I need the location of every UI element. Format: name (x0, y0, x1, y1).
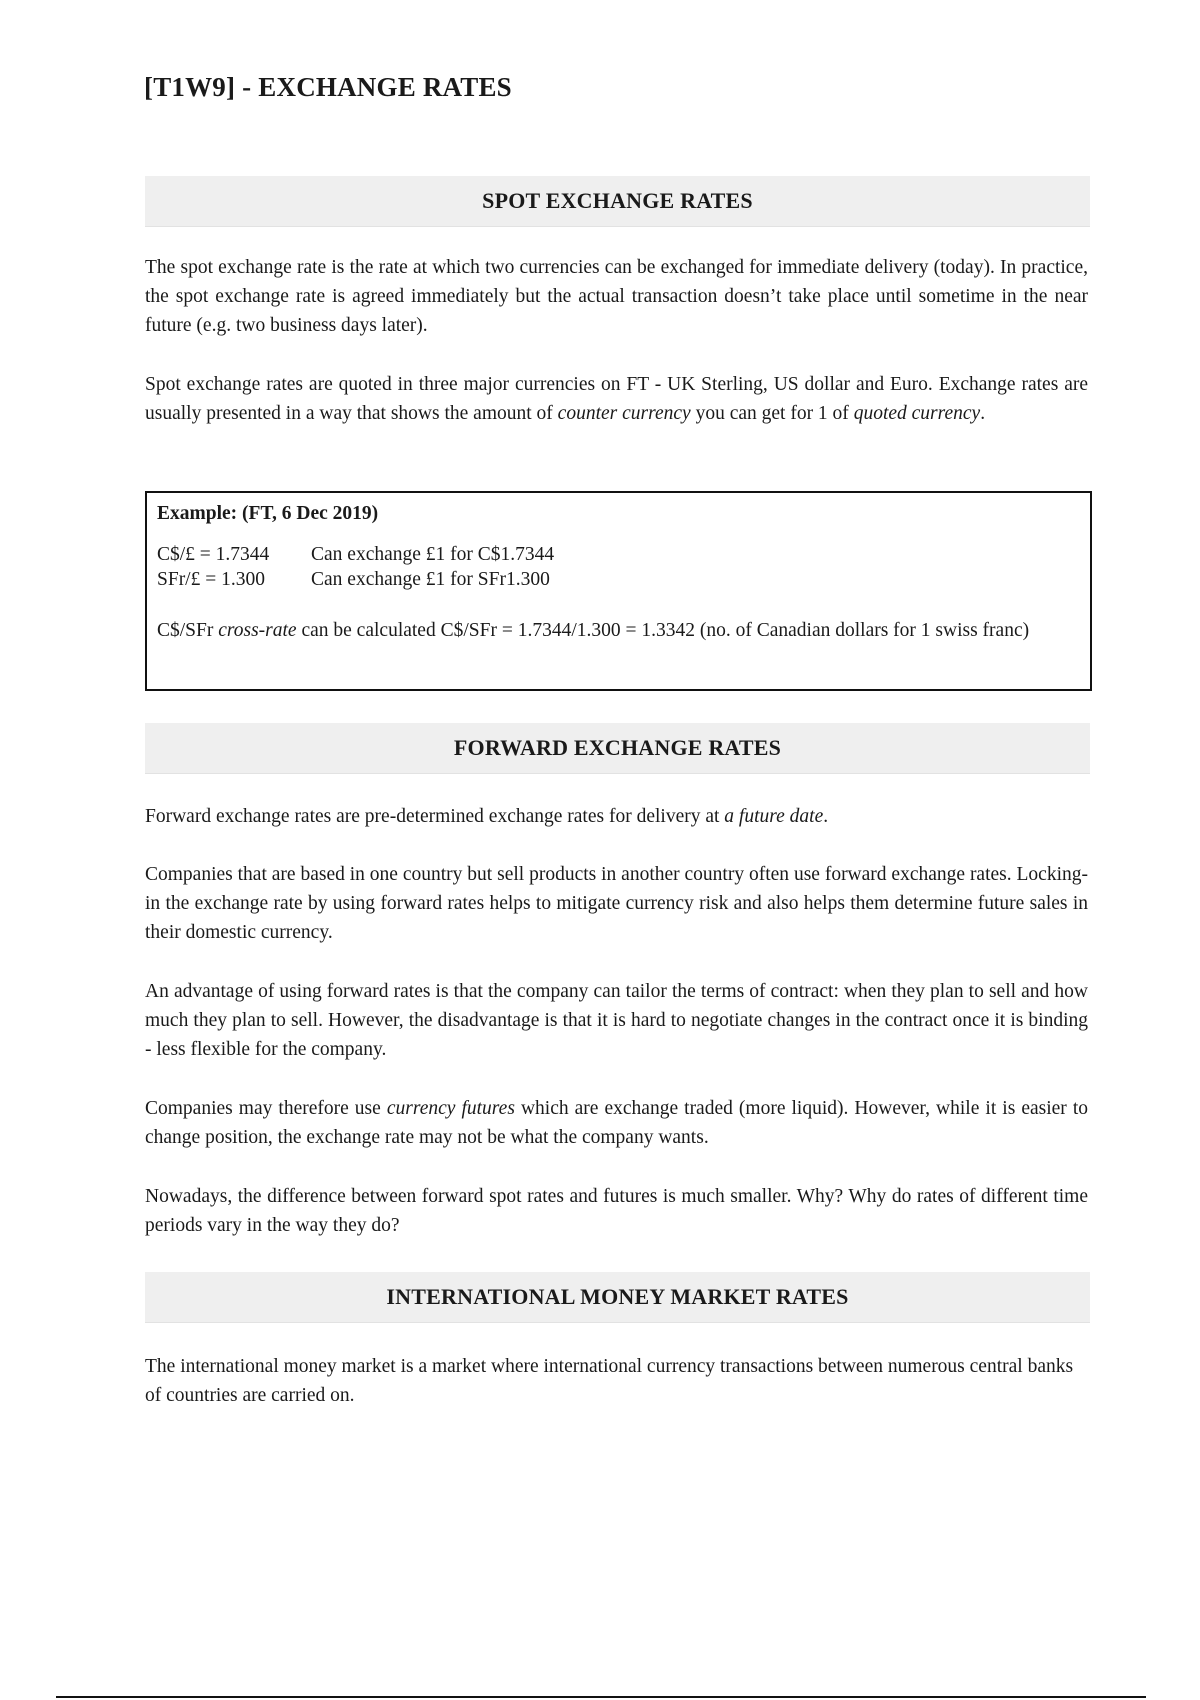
forward-paragraph-question: Nowadays, the difference between forward spot rates and futures is much smaller. Why? Why do rates of different time periods vary in the way they do? (145, 1186, 1088, 1236)
page-title: [T1W9] - EXCHANGE RATES (144, 72, 512, 102)
example-cross-rate: C$/SFr cross-rate can be calculated C$/SFr = 1.7344/1.300 = 1.3342 (no. of Canadian dollars for 1 swiss franc) (157, 620, 1030, 641)
example-rate-row (157, 542, 1080, 567)
section-heading-money-market: INTERNATIONAL MONEY MARKET RATES (145, 1272, 1090, 1323)
footer-rule (56, 1696, 1146, 1698)
example-rate-row (157, 567, 1080, 592)
section-heading-spot: SPOT EXCHANGE RATES (145, 176, 1090, 227)
term-cross-rate: cross-rate (218, 620, 297, 641)
spot-paragraph-quotation: Spot exchange rates are quoted in three major currencies on FT - UK Sterling, US dollar and Euro. Exchange rates are usually presented in a way that shows the amount of counter currency you can get for 1 of quoted currency. (145, 374, 1088, 424)
example-box (145, 491, 1092, 691)
term-future-date: a future date (724, 806, 824, 827)
money-market-paragraph: The international money market is a market where international currency transactions between numerous central banks of countries are carried on. (145, 1356, 1074, 1406)
term-currency-futures: currency futures (386, 1098, 515, 1119)
section-heading-forward: FORWARD EXCHANGE RATES (145, 723, 1090, 774)
example-title: Example: (FT, 6 Dec 2019) (157, 503, 379, 524)
term-quoted-currency: quoted currency (853, 403, 981, 424)
forward-paragraph-advantage: An advantage of using forward rates is that the company can tailor the terms of contract: when they plan to sell and how much they plan to sell. However, the disadvantage is that it is hard to negotiate changes in the contract once it is binding - less flexible for the company. (145, 981, 1088, 1060)
rate-meaning: Can exchange £1 for SFr1.300 (311, 569, 550, 590)
forward-paragraph-definition: Forward exchange rates are pre-determined exchange rates for delivery at a future date. (145, 806, 829, 827)
spot-paragraph-definition: The spot exchange rate is the rate at which two currencies can be exchanged for immediate delivery (today). In practice, the spot exchange rate is agreed immediately but the actual transaction doesn’t take place until sometime in the near future (e.g. two business days later). (145, 257, 1088, 336)
forward-paragraph-futures: Companies may therefore use currency futures which are exchange traded (more liquid). However, while it is easier to change position, the exchange rate may not be what the company wants. (145, 1098, 1088, 1148)
rate-quote: C$/£ = 1.7344 (157, 544, 270, 565)
term-counter-currency: counter currency (557, 403, 691, 424)
rate-quote: SFr/£ = 1.300 (157, 569, 265, 590)
rate-meaning: Can exchange £1 for C$1.7344 (311, 544, 555, 565)
forward-paragraph-companies: Companies that are based in one country but sell products in another country often use forward exchange rates. Locking-in the exchange rate by using forward rates helps to mitigate currency risk and also helps them determine future sales in their domestic currency. (145, 864, 1088, 943)
